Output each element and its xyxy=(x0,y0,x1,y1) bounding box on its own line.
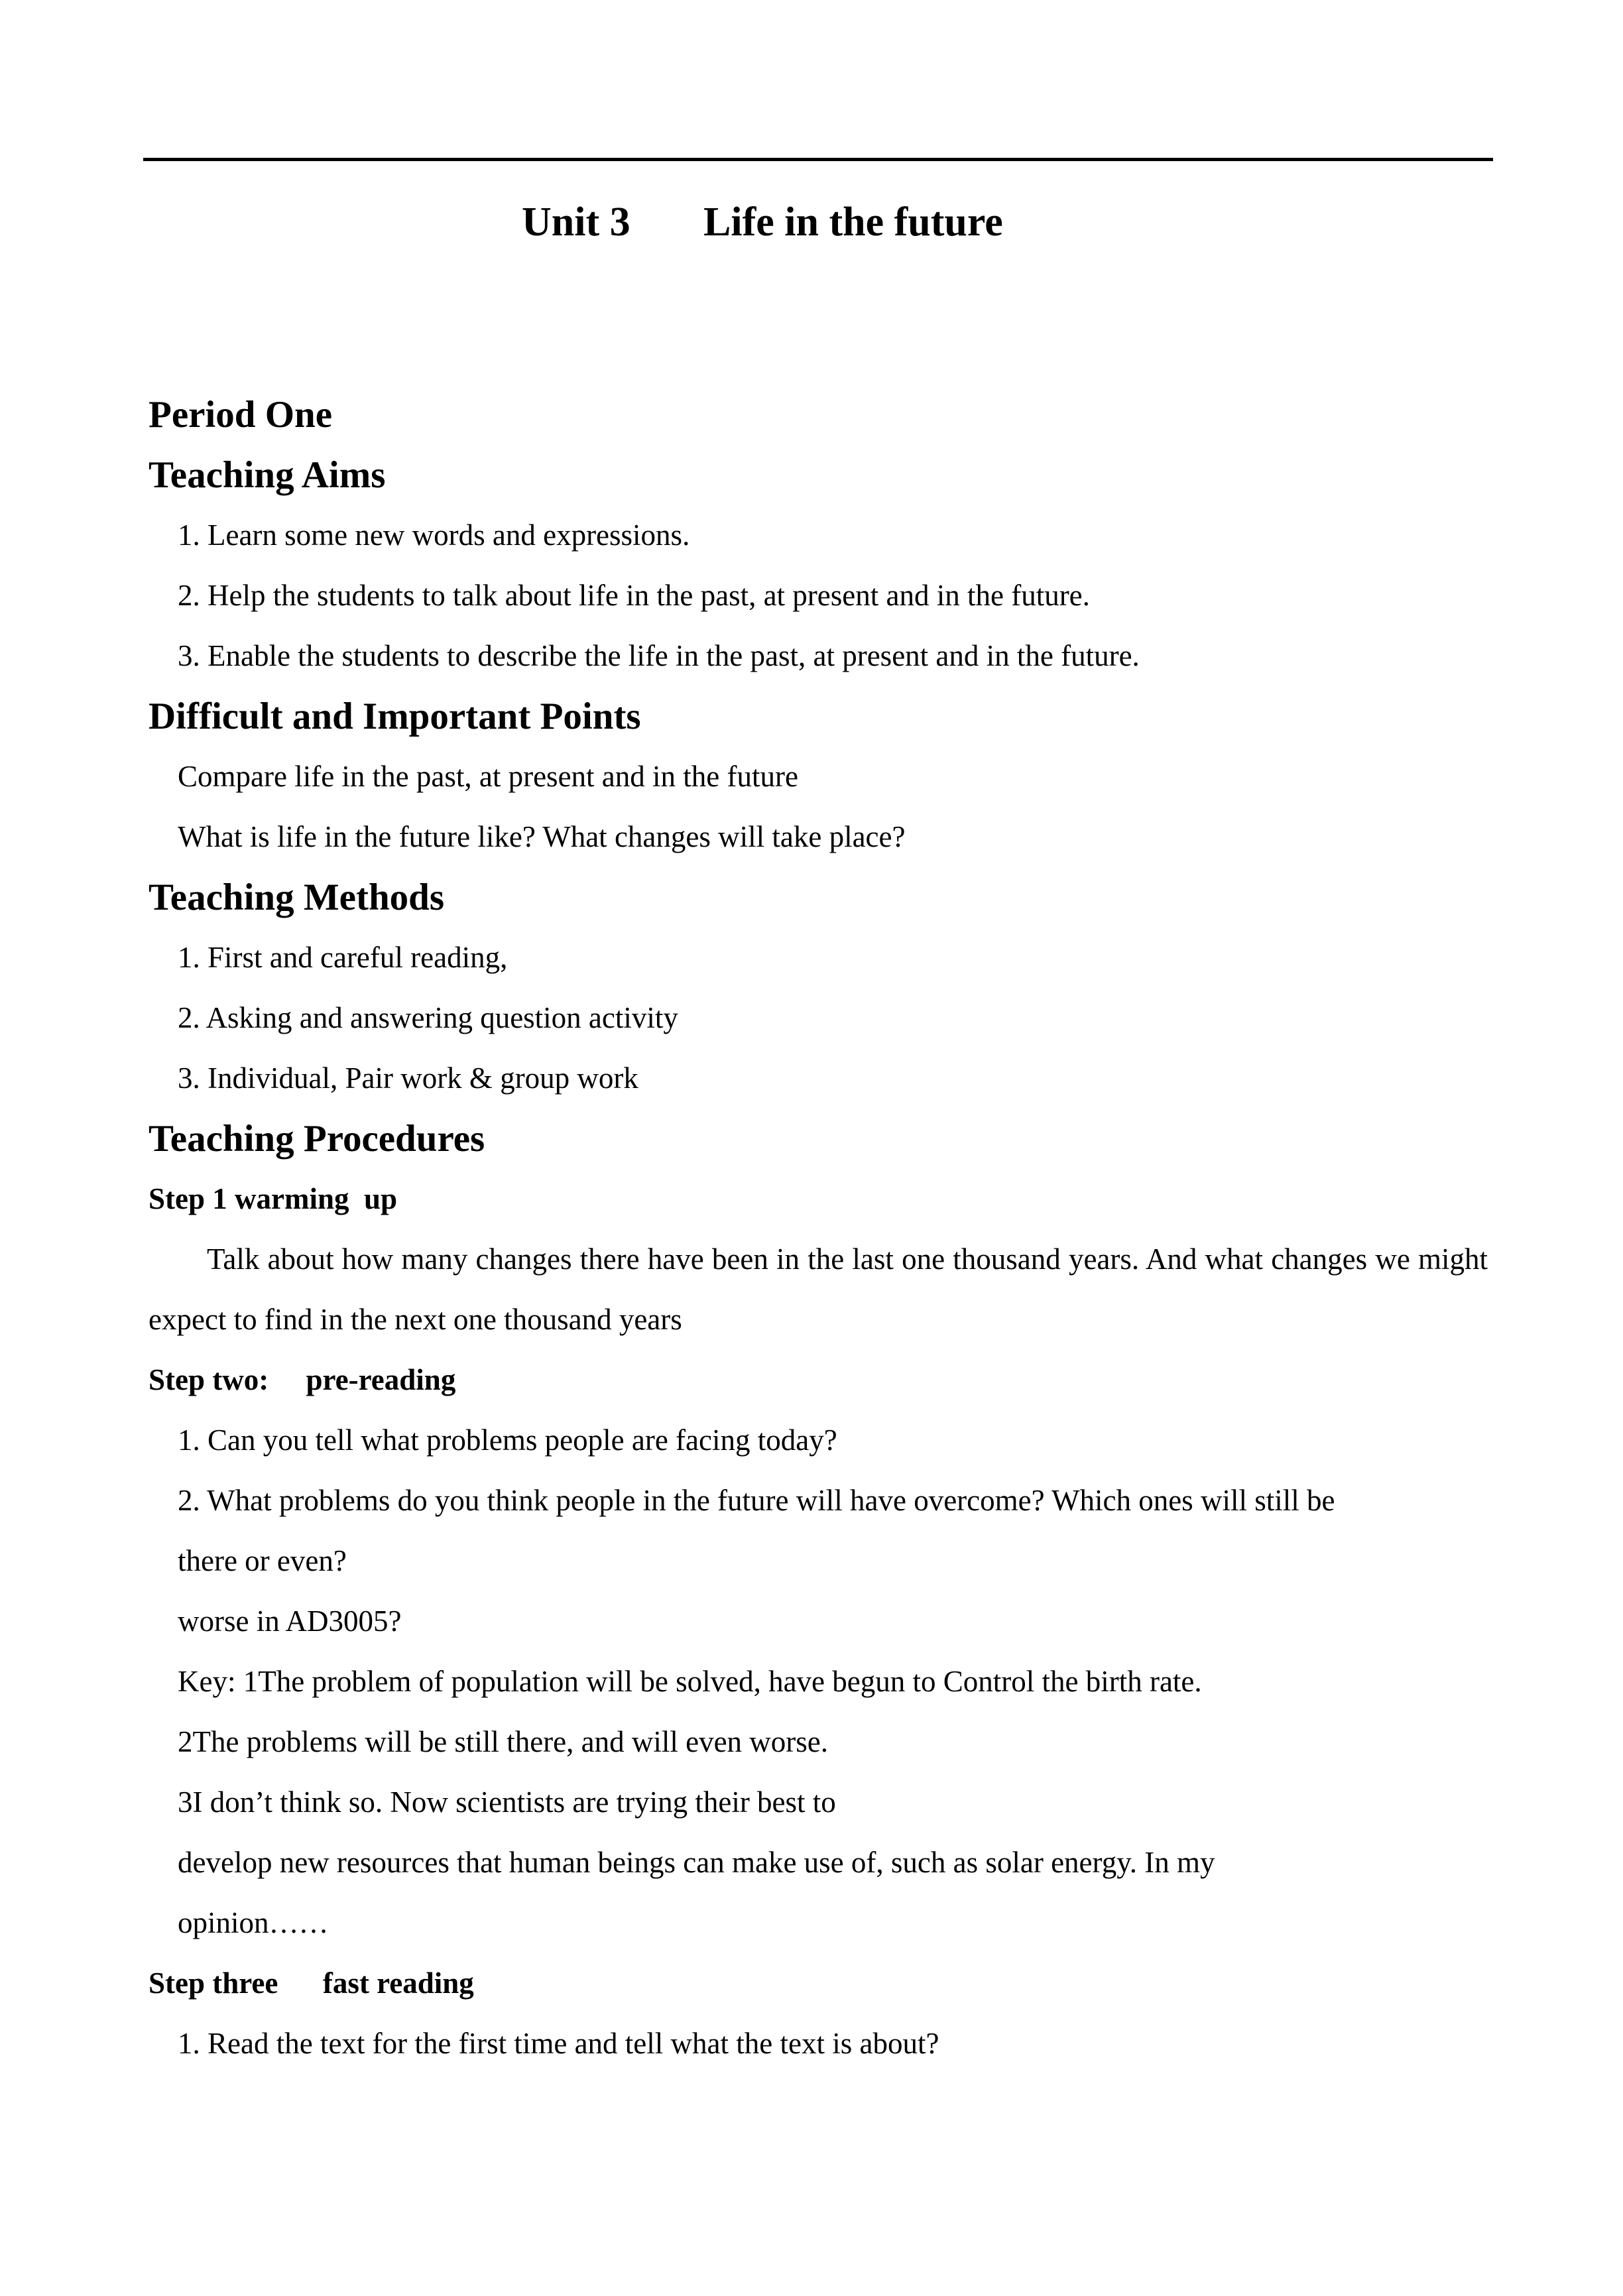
step2-line: 2. What problems do you think people in the future will have overcome? Which ones will still be xyxy=(178,1484,1335,1517)
step2-line: there or even? xyxy=(178,1544,347,1577)
procedures-heading: Teaching Procedures xyxy=(149,1118,485,1160)
step2-line: develop new resources that human beings can make use of, such as solar energy. In my xyxy=(178,1846,1215,1879)
aims-heading: Teaching Aims xyxy=(149,454,386,496)
step1-label: Step 1 warming up xyxy=(149,1182,398,1215)
step3-line: 1. Read the text for the first time and tell what the text is about? xyxy=(178,2027,939,2060)
step2-line: opinion…… xyxy=(178,1906,329,1939)
methods-heading: Teaching Methods xyxy=(149,876,445,918)
points-item: Compare life in the past, at present and in the future xyxy=(178,760,798,793)
methods-item: 1. First and careful reading, xyxy=(178,941,508,974)
step2-line: worse in AD3005? xyxy=(178,1604,402,1638)
title-unit: Unit 3 xyxy=(522,200,631,245)
step2-line: 2The problems will be still there, and will even worse. xyxy=(178,1725,829,1758)
methods-item: 3. Individual, Pair work & group work xyxy=(178,1061,638,1095)
document-body xyxy=(149,385,1488,2074)
document-title xyxy=(0,199,1623,272)
step2-line: Key: 1The problem of population will be solved, have begun to Control the birth rate. xyxy=(178,1665,1202,1698)
aims-item: 1. Learn some new words and expressions. xyxy=(178,518,690,552)
aims-item: 3. Enable the students to describe the life in the past, at present and in the future. xyxy=(178,639,1140,672)
points-heading: Difficult and Important Points xyxy=(149,695,641,737)
header-rule xyxy=(143,158,1493,161)
period-heading: Period One xyxy=(149,394,333,436)
step3-label: Step three fast reading xyxy=(149,1966,474,2000)
points-item: What is life in the future like? What changes will take place? xyxy=(178,820,906,853)
aims-item: 2. Help the students to talk about life in the past, at present and in the future. xyxy=(178,579,1090,612)
step2-line: 3I don’t think so. Now scientists are trying their best to xyxy=(178,1785,836,1819)
title-text: Life in the future xyxy=(703,200,1003,245)
step1-paragraph: Talk about how many changes there have been in the last one thousand years. And what changes we might expect to find in the next one thousand years xyxy=(149,1242,1488,1336)
methods-item: 2. Asking and answering question activity xyxy=(178,1001,678,1034)
step2-line: 1. Can you tell what problems people are facing today? xyxy=(178,1423,837,1457)
step2-label: Step two: pre-reading xyxy=(149,1363,456,1396)
